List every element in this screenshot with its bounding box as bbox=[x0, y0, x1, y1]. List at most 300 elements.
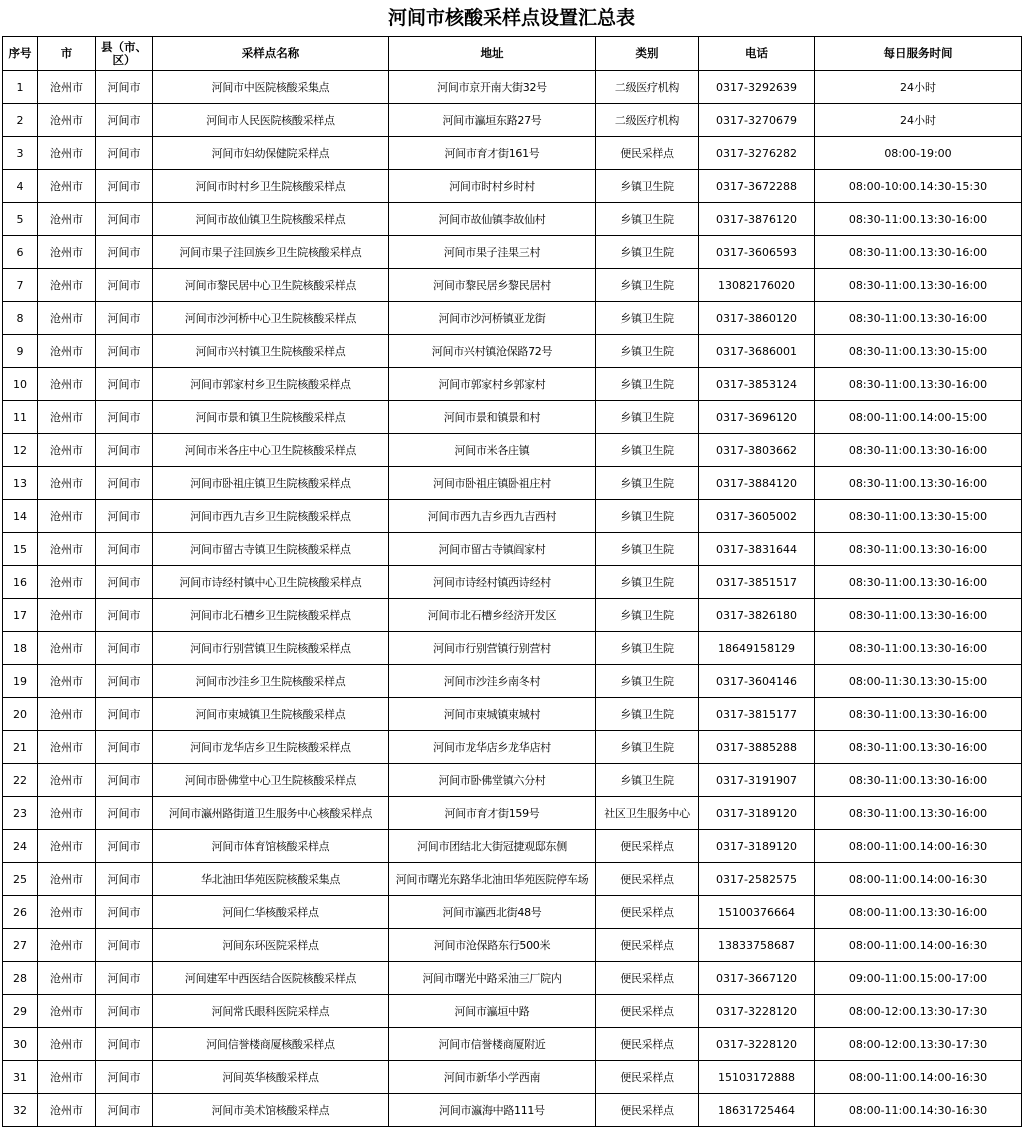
cell-index: 24 bbox=[3, 830, 38, 863]
cell-site-name: 河间市中医院核酸采集点 bbox=[153, 71, 389, 104]
cell-city: 沧州市 bbox=[38, 830, 96, 863]
cell-category: 乡镇卫生院 bbox=[596, 665, 699, 698]
cell-city: 沧州市 bbox=[38, 170, 96, 203]
cell-service-hours: 08:00-11:00.14:00-16:30 bbox=[815, 1061, 1022, 1094]
cell-county: 河间市 bbox=[96, 698, 153, 731]
cell-index: 9 bbox=[3, 335, 38, 368]
table-row bbox=[3, 401, 1022, 434]
cell-phone: 0317-3189120 bbox=[699, 830, 815, 863]
cell-phone: 0317-3228120 bbox=[699, 1028, 815, 1061]
cell-city: 沧州市 bbox=[38, 137, 96, 170]
cell-index: 13 bbox=[3, 467, 38, 500]
cell-phone: 0317-3853124 bbox=[699, 368, 815, 401]
cell-site-name: 河间市兴村镇卫生院核酸采样点 bbox=[153, 335, 389, 368]
cell-phone: 18631725464 bbox=[699, 1094, 815, 1127]
cell-service-hours: 08:00-10:00.14:30-15:30 bbox=[815, 170, 1022, 203]
cell-phone: 0317-3191907 bbox=[699, 764, 815, 797]
cell-site-name: 河间市景和镇卫生院核酸采样点 bbox=[153, 401, 389, 434]
cell-address: 河间市瀛海中路111号 bbox=[389, 1094, 596, 1127]
cell-site-name: 河间市米各庄中心卫生院核酸采样点 bbox=[153, 434, 389, 467]
cell-site-name: 河间市留古寺镇卫生院核酸采样点 bbox=[153, 533, 389, 566]
cell-phone: 0317-3860120 bbox=[699, 302, 815, 335]
cell-index: 5 bbox=[3, 203, 38, 236]
cell-category: 便民采样点 bbox=[596, 962, 699, 995]
cell-index: 31 bbox=[3, 1061, 38, 1094]
cell-address: 河间市育才街159号 bbox=[389, 797, 596, 830]
table-row bbox=[3, 665, 1022, 698]
cell-site-name: 河间市西九吉乡卫生院核酸采样点 bbox=[153, 500, 389, 533]
cell-category: 便民采样点 bbox=[596, 863, 699, 896]
cell-category: 乡镇卫生院 bbox=[596, 566, 699, 599]
table-row bbox=[3, 467, 1022, 500]
cell-phone: 0317-3189120 bbox=[699, 797, 815, 830]
cell-city: 沧州市 bbox=[38, 302, 96, 335]
cell-index: 18 bbox=[3, 632, 38, 665]
cell-county: 河间市 bbox=[96, 401, 153, 434]
cell-address: 河间市瀛西北街48号 bbox=[389, 896, 596, 929]
cell-city: 沧州市 bbox=[38, 1028, 96, 1061]
col-header-service-hours: 每日服务时间 bbox=[815, 37, 1022, 71]
cell-county: 河间市 bbox=[96, 632, 153, 665]
cell-index: 12 bbox=[3, 434, 38, 467]
table-row bbox=[3, 830, 1022, 863]
cell-category: 乡镇卫生院 bbox=[596, 335, 699, 368]
cell-address: 河间市米各庄镇 bbox=[389, 434, 596, 467]
cell-index: 8 bbox=[3, 302, 38, 335]
cell-address: 河间市卧佛堂镇六分村 bbox=[389, 764, 596, 797]
cell-service-hours: 08:30-11:00.13:30-16:00 bbox=[815, 302, 1022, 335]
cell-address: 河间市卧祖庄镇卧祖庄村 bbox=[389, 467, 596, 500]
cell-service-hours: 08:00-19:00 bbox=[815, 137, 1022, 170]
cell-category: 便民采样点 bbox=[596, 830, 699, 863]
cell-site-name: 河间市人民医院核酸采样点 bbox=[153, 104, 389, 137]
cell-city: 沧州市 bbox=[38, 995, 96, 1028]
cell-site-name: 河间市行别营镇卫生院核酸采样点 bbox=[153, 632, 389, 665]
cell-county: 河间市 bbox=[96, 71, 153, 104]
cell-city: 沧州市 bbox=[38, 335, 96, 368]
cell-site-name: 河间市时村乡卫生院核酸采样点 bbox=[153, 170, 389, 203]
cell-category: 二级医疗机构 bbox=[596, 71, 699, 104]
table-row bbox=[3, 566, 1022, 599]
cell-site-name: 河间信誉楼商厦核酸采样点 bbox=[153, 1028, 389, 1061]
table-row bbox=[3, 170, 1022, 203]
page-title: 河间市核酸采样点设置汇总表 bbox=[387, 7, 635, 29]
cell-site-name: 河间市诗经村镇中心卫生院核酸采样点 bbox=[153, 566, 389, 599]
col-header-phone: 电话 bbox=[699, 37, 815, 71]
table-row bbox=[3, 764, 1022, 797]
cell-city: 沧州市 bbox=[38, 698, 96, 731]
cell-county: 河间市 bbox=[96, 203, 153, 236]
cell-category: 乡镇卫生院 bbox=[596, 269, 699, 302]
cell-city: 沧州市 bbox=[38, 797, 96, 830]
cell-phone: 0317-3292639 bbox=[699, 71, 815, 104]
col-header-city: 市 bbox=[38, 37, 96, 71]
cell-county: 河间市 bbox=[96, 302, 153, 335]
cell-address: 河间市束城镇束城村 bbox=[389, 698, 596, 731]
cell-site-name: 河间市沙洼乡卫生院核酸采样点 bbox=[153, 665, 389, 698]
cell-county: 河间市 bbox=[96, 929, 153, 962]
table-row bbox=[3, 533, 1022, 566]
cell-site-name: 河间东环医院采样点 bbox=[153, 929, 389, 962]
cell-index: 6 bbox=[3, 236, 38, 269]
cell-service-hours: 08:30-11:00.13:30-15:00 bbox=[815, 500, 1022, 533]
cell-category: 便民采样点 bbox=[596, 1061, 699, 1094]
cell-city: 沧州市 bbox=[38, 269, 96, 302]
cell-address: 河间市瀛垣中路 bbox=[389, 995, 596, 1028]
cell-index: 19 bbox=[3, 665, 38, 698]
cell-service-hours: 08:30-11:00.13:30-16:00 bbox=[815, 797, 1022, 830]
cell-category: 乡镇卫生院 bbox=[596, 533, 699, 566]
table-row bbox=[3, 137, 1022, 170]
cell-county: 河间市 bbox=[96, 896, 153, 929]
cell-service-hours: 09:00-11:00.15:00-17:00 bbox=[815, 962, 1022, 995]
table-row bbox=[3, 71, 1022, 104]
cell-city: 沧州市 bbox=[38, 1061, 96, 1094]
cell-index: 21 bbox=[3, 731, 38, 764]
cell-index: 17 bbox=[3, 599, 38, 632]
cell-county: 河间市 bbox=[96, 764, 153, 797]
cell-county: 河间市 bbox=[96, 1028, 153, 1061]
cell-category: 乡镇卫生院 bbox=[596, 467, 699, 500]
cell-city: 沧州市 bbox=[38, 368, 96, 401]
cell-address: 河间市新华小学西南 bbox=[389, 1061, 596, 1094]
cell-category: 乡镇卫生院 bbox=[596, 368, 699, 401]
cell-address: 河间市时村乡时村 bbox=[389, 170, 596, 203]
cell-phone: 0317-3228120 bbox=[699, 995, 815, 1028]
cell-phone: 0317-3606593 bbox=[699, 236, 815, 269]
cell-phone: 13833758687 bbox=[699, 929, 815, 962]
cell-address: 河间市信誉楼商厦附近 bbox=[389, 1028, 596, 1061]
cell-index: 23 bbox=[3, 797, 38, 830]
cell-category: 乡镇卫生院 bbox=[596, 698, 699, 731]
cell-city: 沧州市 bbox=[38, 665, 96, 698]
col-header-category: 类别 bbox=[596, 37, 699, 71]
cell-phone: 0317-3667120 bbox=[699, 962, 815, 995]
cell-site-name: 河间市龙华店乡卫生院核酸采样点 bbox=[153, 731, 389, 764]
cell-county: 河间市 bbox=[96, 665, 153, 698]
table-row bbox=[3, 236, 1022, 269]
cell-phone: 0317-3605002 bbox=[699, 500, 815, 533]
cell-county: 河间市 bbox=[96, 1061, 153, 1094]
cell-county: 河间市 bbox=[96, 1094, 153, 1127]
cell-site-name: 河间仁华核酸采样点 bbox=[153, 896, 389, 929]
cell-address: 河间市瀛垣东路27号 bbox=[389, 104, 596, 137]
cell-county: 河间市 bbox=[96, 467, 153, 500]
cell-service-hours: 08:30-11:00.13:30-16:00 bbox=[815, 434, 1022, 467]
cell-county: 河间市 bbox=[96, 434, 153, 467]
cell-phone: 15103172888 bbox=[699, 1061, 815, 1094]
cell-category: 乡镇卫生院 bbox=[596, 599, 699, 632]
cell-phone: 15100376664 bbox=[699, 896, 815, 929]
cell-address: 河间市郭家村乡郭家村 bbox=[389, 368, 596, 401]
cell-category: 乡镇卫生院 bbox=[596, 731, 699, 764]
cell-index: 11 bbox=[3, 401, 38, 434]
cell-county: 河间市 bbox=[96, 731, 153, 764]
cell-service-hours: 08:00-11:00.14:00-16:30 bbox=[815, 830, 1022, 863]
cell-index: 7 bbox=[3, 269, 38, 302]
cell-service-hours: 08:30-11:00.13:30-16:00 bbox=[815, 269, 1022, 302]
cell-city: 沧州市 bbox=[38, 764, 96, 797]
cell-index: 25 bbox=[3, 863, 38, 896]
cell-phone: 0317-3884120 bbox=[699, 467, 815, 500]
table-row bbox=[3, 698, 1022, 731]
cell-county: 河间市 bbox=[96, 368, 153, 401]
cell-service-hours: 08:00-11:00.14:00-16:30 bbox=[815, 929, 1022, 962]
table-row bbox=[3, 632, 1022, 665]
cell-index: 28 bbox=[3, 962, 38, 995]
cell-county: 河间市 bbox=[96, 500, 153, 533]
cell-address: 河间市黎民居乡黎民居村 bbox=[389, 269, 596, 302]
table-row bbox=[3, 731, 1022, 764]
cell-address: 河间市故仙镇李故仙村 bbox=[389, 203, 596, 236]
cell-city: 沧州市 bbox=[38, 71, 96, 104]
cell-city: 沧州市 bbox=[38, 236, 96, 269]
cell-category: 便民采样点 bbox=[596, 896, 699, 929]
cell-index: 10 bbox=[3, 368, 38, 401]
cell-phone: 18649158129 bbox=[699, 632, 815, 665]
table-row bbox=[3, 203, 1022, 236]
cell-category: 便民采样点 bbox=[596, 137, 699, 170]
col-header-site-name: 采样点名称 bbox=[153, 37, 389, 71]
cell-site-name: 河间建军中西医结合医院核酸采样点 bbox=[153, 962, 389, 995]
cell-address: 河间市龙华店乡龙华店村 bbox=[389, 731, 596, 764]
cell-city: 沧州市 bbox=[38, 863, 96, 896]
cell-category: 乡镇卫生院 bbox=[596, 203, 699, 236]
cell-address: 河间市曙光东路华北油田华苑医院停车场 bbox=[389, 863, 596, 896]
cell-county: 河间市 bbox=[96, 335, 153, 368]
cell-site-name: 河间市黎民居中心卫生院核酸采样点 bbox=[153, 269, 389, 302]
cell-address: 河间市果子洼果三村 bbox=[389, 236, 596, 269]
cell-service-hours: 08:30-11:00.13:30-16:00 bbox=[815, 731, 1022, 764]
cell-city: 沧州市 bbox=[38, 104, 96, 137]
cell-county: 河间市 bbox=[96, 995, 153, 1028]
sampling-sites-table bbox=[2, 36, 1022, 1127]
cell-index: 14 bbox=[3, 500, 38, 533]
cell-site-name: 河间市故仙镇卫生院核酸采样点 bbox=[153, 203, 389, 236]
table-row bbox=[3, 929, 1022, 962]
table-row bbox=[3, 797, 1022, 830]
cell-city: 沧州市 bbox=[38, 500, 96, 533]
cell-phone: 13082176020 bbox=[699, 269, 815, 302]
cell-phone: 0317-2582575 bbox=[699, 863, 815, 896]
cell-phone: 0317-3803662 bbox=[699, 434, 815, 467]
table-row bbox=[3, 962, 1022, 995]
cell-service-hours: 08:30-11:00.13:30-15:00 bbox=[815, 335, 1022, 368]
cell-phone: 0317-3851517 bbox=[699, 566, 815, 599]
cell-county: 河间市 bbox=[96, 170, 153, 203]
cell-service-hours: 24小时 bbox=[815, 104, 1022, 137]
cell-site-name: 河间市郭家村乡卫生院核酸采样点 bbox=[153, 368, 389, 401]
cell-service-hours: 08:00-11:00.13:30-16:00 bbox=[815, 896, 1022, 929]
cell-category: 乡镇卫生院 bbox=[596, 236, 699, 269]
cell-city: 沧州市 bbox=[38, 731, 96, 764]
cell-service-hours: 08:00-12:00.13:30-17:30 bbox=[815, 1028, 1022, 1061]
cell-address: 河间市行别营镇行别营村 bbox=[389, 632, 596, 665]
cell-service-hours: 08:00-11:00.14:00-16:30 bbox=[815, 863, 1022, 896]
cell-index: 32 bbox=[3, 1094, 38, 1127]
cell-address: 河间市西九吉乡西九吉西村 bbox=[389, 500, 596, 533]
table-row bbox=[3, 1061, 1022, 1094]
table-row bbox=[3, 104, 1022, 137]
cell-service-hours: 08:30-11:00.13:30-16:00 bbox=[815, 632, 1022, 665]
cell-index: 26 bbox=[3, 896, 38, 929]
cell-category: 便民采样点 bbox=[596, 929, 699, 962]
col-header-address: 地址 bbox=[389, 37, 596, 71]
cell-phone: 0317-3876120 bbox=[699, 203, 815, 236]
cell-service-hours: 08:30-11:00.13:30-16:00 bbox=[815, 236, 1022, 269]
header-row bbox=[3, 37, 1022, 71]
table-row bbox=[3, 599, 1022, 632]
cell-index: 29 bbox=[3, 995, 38, 1028]
cell-index: 20 bbox=[3, 698, 38, 731]
cell-county: 河间市 bbox=[96, 269, 153, 302]
cell-phone: 0317-3826180 bbox=[699, 599, 815, 632]
cell-index: 27 bbox=[3, 929, 38, 962]
cell-category: 便民采样点 bbox=[596, 1094, 699, 1127]
cell-site-name: 河间市妇幼保健院采样点 bbox=[153, 137, 389, 170]
cell-address: 河间市北石槽乡经济开发区 bbox=[389, 599, 596, 632]
cell-phone: 0317-3270679 bbox=[699, 104, 815, 137]
cell-category: 二级医疗机构 bbox=[596, 104, 699, 137]
cell-address: 河间市曙光中路采油三厂院内 bbox=[389, 962, 596, 995]
cell-category: 乡镇卫生院 bbox=[596, 434, 699, 467]
cell-county: 河间市 bbox=[96, 962, 153, 995]
cell-phone: 0317-3686001 bbox=[699, 335, 815, 368]
cell-service-hours: 08:30-11:00.13:30-16:00 bbox=[815, 368, 1022, 401]
cell-city: 沧州市 bbox=[38, 566, 96, 599]
table-row bbox=[3, 500, 1022, 533]
cell-index: 22 bbox=[3, 764, 38, 797]
cell-category: 乡镇卫生院 bbox=[596, 401, 699, 434]
cell-category: 乡镇卫生院 bbox=[596, 170, 699, 203]
cell-service-hours: 08:30-11:00.13:30-16:00 bbox=[815, 764, 1022, 797]
cell-index: 3 bbox=[3, 137, 38, 170]
cell-service-hours: 08:00-11:00.14:30-16:30 bbox=[815, 1094, 1022, 1127]
cell-city: 沧州市 bbox=[38, 929, 96, 962]
cell-address: 河间市景和镇景和村 bbox=[389, 401, 596, 434]
cell-address: 河间市留古寺镇阎家村 bbox=[389, 533, 596, 566]
table-row bbox=[3, 896, 1022, 929]
cell-county: 河间市 bbox=[96, 863, 153, 896]
table-row bbox=[3, 368, 1022, 401]
cell-service-hours: 08:30-11:00.13:30-16:00 bbox=[815, 599, 1022, 632]
cell-site-name: 河间市沙河桥中心卫生院核酸采样点 bbox=[153, 302, 389, 335]
cell-site-name: 河间常氏眼科医院采样点 bbox=[153, 995, 389, 1028]
cell-county: 河间市 bbox=[96, 533, 153, 566]
cell-site-name: 河间市卧祖庄镇卫生院核酸采样点 bbox=[153, 467, 389, 500]
cell-phone: 0317-3696120 bbox=[699, 401, 815, 434]
table-row bbox=[3, 335, 1022, 368]
cell-city: 沧州市 bbox=[38, 896, 96, 929]
cell-service-hours: 24小时 bbox=[815, 71, 1022, 104]
cell-address: 河间市育才街161号 bbox=[389, 137, 596, 170]
cell-service-hours: 08:30-11:00.13:30-16:00 bbox=[815, 698, 1022, 731]
cell-address: 河间市沧保路东行500米 bbox=[389, 929, 596, 962]
cell-county: 河间市 bbox=[96, 137, 153, 170]
cell-phone: 0317-3604146 bbox=[699, 665, 815, 698]
table-row bbox=[3, 1094, 1022, 1127]
cell-service-hours: 08:00-11:00.14:00-15:00 bbox=[815, 401, 1022, 434]
cell-county: 河间市 bbox=[96, 236, 153, 269]
cell-city: 沧州市 bbox=[38, 467, 96, 500]
cell-site-name: 华北油田华苑医院核酸采集点 bbox=[153, 863, 389, 896]
cell-index: 30 bbox=[3, 1028, 38, 1061]
cell-category: 乡镇卫生院 bbox=[596, 764, 699, 797]
table-row bbox=[3, 1028, 1022, 1061]
cell-address: 河间市京开南大街32号 bbox=[389, 71, 596, 104]
cell-phone: 0317-3831644 bbox=[699, 533, 815, 566]
cell-phone: 0317-3885288 bbox=[699, 731, 815, 764]
cell-city: 沧州市 bbox=[38, 401, 96, 434]
cell-address: 河间市诗经村镇西诗经村 bbox=[389, 566, 596, 599]
cell-site-name: 河间英华核酸采样点 bbox=[153, 1061, 389, 1094]
cell-index: 2 bbox=[3, 104, 38, 137]
cell-index: 1 bbox=[3, 71, 38, 104]
cell-county: 河间市 bbox=[96, 830, 153, 863]
table-row bbox=[3, 863, 1022, 896]
cell-site-name: 河间市瀛州路街道卫生服务中心核酸采样点 bbox=[153, 797, 389, 830]
cell-address: 河间市兴村镇沧保路72号 bbox=[389, 335, 596, 368]
cell-phone: 0317-3276282 bbox=[699, 137, 815, 170]
cell-service-hours: 08:30-11:00.13:30-16:00 bbox=[815, 566, 1022, 599]
cell-county: 河间市 bbox=[96, 599, 153, 632]
cell-service-hours: 08:30-11:00.13:30-16:00 bbox=[815, 533, 1022, 566]
cell-phone: 0317-3672288 bbox=[699, 170, 815, 203]
cell-service-hours: 08:00-11:30.13:30-15:00 bbox=[815, 665, 1022, 698]
cell-site-name: 河间市北石槽乡卫生院核酸采样点 bbox=[153, 599, 389, 632]
table-row bbox=[3, 434, 1022, 467]
cell-city: 沧州市 bbox=[38, 632, 96, 665]
table-row bbox=[3, 269, 1022, 302]
cell-site-name: 河间市体育馆核酸采样点 bbox=[153, 830, 389, 863]
cell-city: 沧州市 bbox=[38, 1094, 96, 1127]
table-row bbox=[3, 995, 1022, 1028]
cell-category: 乡镇卫生院 bbox=[596, 302, 699, 335]
col-header-county: 县（市、区） bbox=[96, 37, 153, 71]
cell-county: 河间市 bbox=[96, 797, 153, 830]
cell-site-name: 河间市美术馆核酸采样点 bbox=[153, 1094, 389, 1127]
cell-service-hours: 08:30-11:00.13:30-16:00 bbox=[815, 203, 1022, 236]
cell-city: 沧州市 bbox=[38, 599, 96, 632]
cell-city: 沧州市 bbox=[38, 203, 96, 236]
cell-service-hours: 08:00-12:00.13:30-17:30 bbox=[815, 995, 1022, 1028]
cell-site-name: 河间市果子洼回族乡卫生院核酸采样点 bbox=[153, 236, 389, 269]
table-row bbox=[3, 302, 1022, 335]
cell-phone: 0317-3815177 bbox=[699, 698, 815, 731]
cell-city: 沧州市 bbox=[38, 533, 96, 566]
cell-county: 河间市 bbox=[96, 566, 153, 599]
cell-index: 16 bbox=[3, 566, 38, 599]
cell-service-hours: 08:30-11:00.13:30-16:00 bbox=[815, 467, 1022, 500]
cell-index: 4 bbox=[3, 170, 38, 203]
cell-site-name: 河间市束城镇卫生院核酸采样点 bbox=[153, 698, 389, 731]
table-body bbox=[3, 71, 1022, 1127]
cell-county: 河间市 bbox=[96, 104, 153, 137]
cell-address: 河间市沙洼乡南冬村 bbox=[389, 665, 596, 698]
cell-category: 便民采样点 bbox=[596, 1028, 699, 1061]
cell-index: 15 bbox=[3, 533, 38, 566]
cell-address: 河间市沙河桥镇亚龙街 bbox=[389, 302, 596, 335]
cell-city: 沧州市 bbox=[38, 434, 96, 467]
cell-category: 社区卫生服务中心 bbox=[596, 797, 699, 830]
col-header-index: 序号 bbox=[3, 37, 38, 71]
cell-category: 乡镇卫生院 bbox=[596, 632, 699, 665]
cell-category: 乡镇卫生院 bbox=[596, 500, 699, 533]
cell-address: 河间市团结北大街冠捷观邸东侧 bbox=[389, 830, 596, 863]
cell-city: 沧州市 bbox=[38, 962, 96, 995]
cell-category: 便民采样点 bbox=[596, 995, 699, 1028]
cell-site-name: 河间市卧佛堂中心卫生院核酸采样点 bbox=[153, 764, 389, 797]
